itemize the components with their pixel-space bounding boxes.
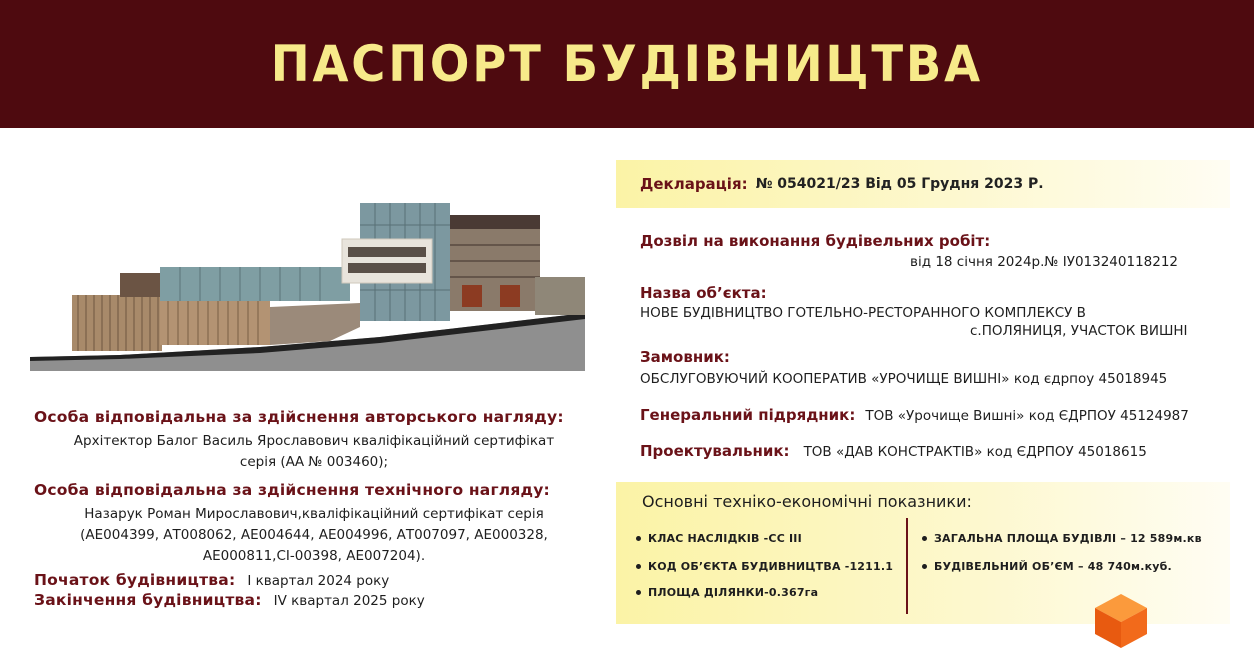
indicator-item: ПЛОЩА ДІЛЯНКИ-0.367га [636, 586, 818, 599]
author-supervision-line1: Архітектор Балог Василь Ярославович кваліфікаційний сертифікат [73, 433, 555, 449]
page-title: ПАСПОРТ БУДІВНИЦТВА [270, 35, 984, 93]
indicator-item: КЛАС НАСЛІДКІВ -СС ІІІ [636, 532, 802, 545]
bullet-icon [922, 536, 927, 541]
end-row [34, 591, 594, 609]
contractor-value: ТОВ «Урочище Вишні» код ЄДРПОУ 45124987 [865, 408, 1189, 424]
declaration-value: № 054021/23 Від 05 Грудня 2023 Р. [755, 176, 1044, 192]
bullet-icon [922, 564, 927, 569]
object-line1: НОВЕ БУДІВНИЦТВО ГОТЕЛЬНО-РЕСТОРАННОГО КОМПЛЕКСУ В [640, 305, 1086, 321]
declaration-band [616, 160, 1230, 208]
author-supervision-line2: серія (АА № 003460); [239, 454, 389, 470]
permit-label: Дозвіл на виконання будівельних робіт: [640, 232, 991, 250]
customer-value: ОБСЛУГОВУЮЧИЙ КООПЕРАТИВ «УРОЧИЩЕ ВИШНІ» код єдрпоу 45018945 [640, 371, 1168, 387]
tech-supervision-line3: АЕ000811,СІ-00398, АЕ007204). [202, 548, 426, 564]
tech-supervision-line2: (АЕ004399, АТ008062, АЕ004644, АЕ004996, АТ007097, АЕ000328, [80, 527, 548, 543]
permit-value: від 18 січня 2024р.№ ІУ013240118212 [910, 254, 1179, 270]
customer-section [640, 348, 1240, 387]
designer-label: Проектувальник: [640, 442, 790, 460]
object-label: Назва об’єкта: [640, 284, 767, 302]
supervision-block [34, 408, 594, 609]
end-label: Закінчення будівництва: [34, 591, 262, 609]
start-row [34, 571, 594, 589]
contractor-section [640, 406, 1240, 424]
bullet-icon [636, 590, 641, 595]
bullet-icon [636, 536, 641, 541]
author-supervision-label: Особа відповідальна за здійснення авторського нагляду: [34, 408, 564, 426]
indicators-divider [906, 518, 908, 614]
object-section [640, 284, 1240, 339]
end-value: IV квартал 2025 року [273, 593, 425, 609]
indicator-item: ЗАГАЛЬНА ПЛОЩА БУДІВЛІ – 12 589м.кв [922, 532, 1202, 545]
building-illustration [30, 195, 585, 373]
indicators-title: Основні техніко-економічні показники: [642, 492, 972, 511]
page-header [0, 0, 1254, 128]
permit-section [640, 232, 1240, 270]
tech-supervision-label: Особа відповідальна за здійснення технічного нагляду: [34, 481, 550, 499]
contractor-label: Генеральний підрядник: [640, 406, 856, 424]
designer-value: ТОВ «ДАВ КОНСТРАКТІВ» код ЄДРПОУ 45018615 [803, 444, 1147, 460]
indicator-item: КОД ОБ’ЄКТА БУДИВНИЦТВА -1211.1 [636, 560, 893, 573]
designer-section [640, 442, 1240, 460]
declaration-label: Декларація: [640, 175, 748, 193]
customer-label: Замовник: [640, 348, 730, 366]
start-label: Початок будівництва: [34, 571, 236, 589]
start-value: І квартал 2024 року [247, 573, 390, 589]
tech-supervision-line1: Назарук Роман Мирославович,кваліфікаційний сертифікат серія [84, 506, 544, 522]
indicator-item: БУДІВЕЛЬНИЙ ОБ’ЄМ – 48 740м.куб. [922, 560, 1172, 573]
object-line2: с.ПОЛЯНИЦЯ, УЧАСТОК ВИШНІ [970, 323, 1188, 339]
bullet-icon [636, 564, 641, 569]
cube-logo-icon [1093, 592, 1149, 650]
